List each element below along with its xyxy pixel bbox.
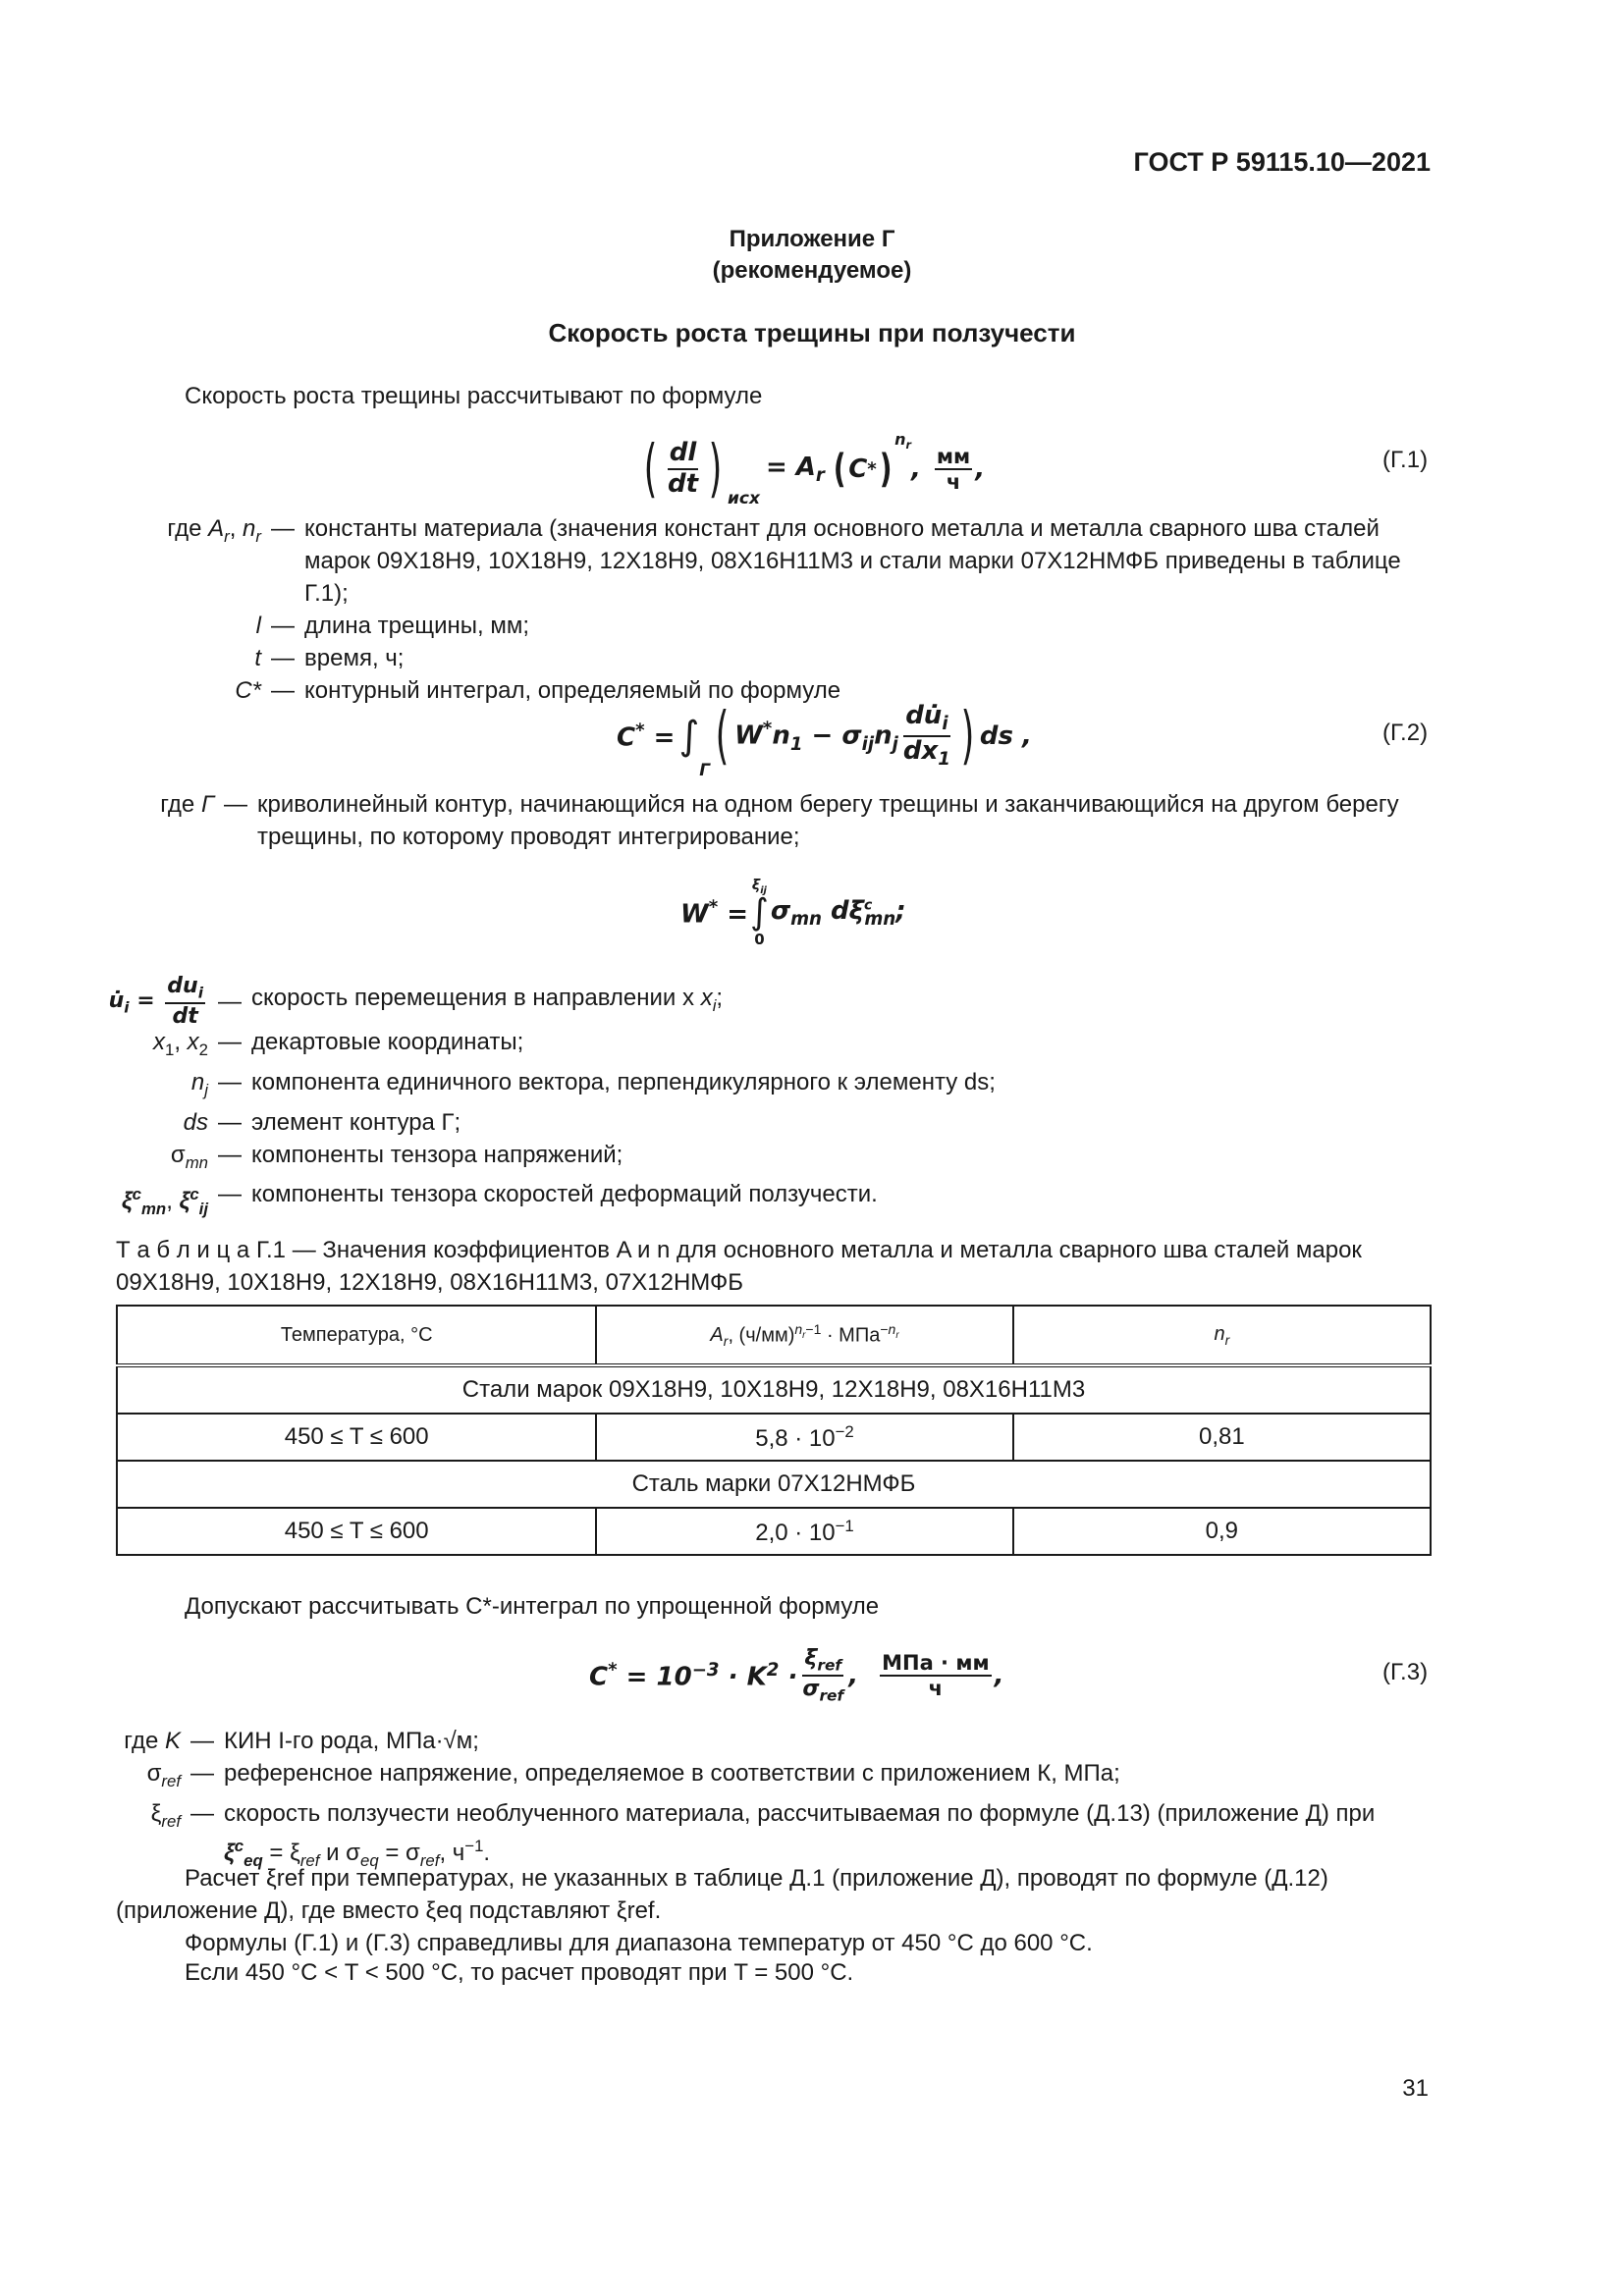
definition-item: $x_1$, $x_2$ — декартовые координаты; bbox=[152, 1029, 524, 1059]
table-row bbox=[117, 1414, 1431, 1461]
definition-item: ds — элемент контура Г; bbox=[183, 1108, 461, 1136]
equation-number-g1: (Г.1) bbox=[1382, 447, 1429, 473]
equation-number-g3: (Г.3) bbox=[1382, 1659, 1429, 1685]
table-row bbox=[117, 1508, 1431, 1555]
cell-nr: 0,81 bbox=[1013, 1414, 1431, 1461]
cell-ar: $5,8 \cdot 10^{-2}$ bbox=[596, 1414, 1012, 1461]
table-caption: Т а б л и ц а Г.1 — Значения коэффициентов A и n для основного металла и металла сварного шва сталей марок 09Х18Н9, 10Х18Н9, 12Х18Н9, 08Х16Н11М3, 07Х12НМФБ bbox=[116, 1237, 1362, 1296]
formula-g1: ( $\frac{dl}{dt}$ ) $_{исх}$ = $A_r$ ( C * ) $^{n_r}$ , $\frac{мм}{ч}$ , bbox=[643, 430, 986, 508]
definition-item: где $A_r$, $n_r$ — константы материала (значения констант для основного металла и металла сварного шва сталей марок 09Х18Н9, 10Х18Н9, 12Х18Н9, 08Х16Н11М3 и стали марки 07Х12НМФБ приведены в таблице Г.1); bbox=[167, 515, 1401, 607]
definitions-g2 bbox=[116, 788, 1432, 853]
paragraph-temperature-rule: Если 450 °С < T < 500 °С, то расчет проводят при T = 500 °С. bbox=[185, 1959, 854, 1986]
table-header-row bbox=[117, 1306, 1431, 1365]
formula-g2: C* = ∫ Г ( $W^*n_1 - \sigma_{ij}n_j$ $\frac{du̇_i}{dx_1}$ ) ds , bbox=[617, 700, 1032, 780]
cell-temperature: 450 ≤ T ≤ 600 bbox=[117, 1508, 596, 1555]
paragraph-xi-ref: Расчет ξref при температурах, не указанных в таблице Д.1 (приложение Д), проводят по формуле (Д.12) (приложение Д), где вместо ξeq подставляют ξref. bbox=[116, 1865, 1328, 1924]
header-ar: $A_r$, $(ч/мм)^{n_r-1} \cdot МПа^{-n_r}$ bbox=[596, 1306, 1012, 1365]
document-code: ГОСТ Р 59115.10—2021 bbox=[1133, 147, 1431, 177]
page-number: 31 bbox=[1402, 2075, 1429, 2102]
header-nr: $n_r$ bbox=[1013, 1306, 1431, 1365]
simplified-intro: Допускают рассчитывать C*-интеграл по упрощенной формуле bbox=[185, 1593, 880, 1620]
definition-item: $\sigma_{ref}$ — референсное напряжение, определяемое в соответствии с приложением К, МПа; bbox=[146, 1760, 1120, 1790]
formula-w-star: W* = $\xi_{ij}$ ∫ 0 $\sigma_{mn}$ $d\xi^c_{mn}$; bbox=[680, 877, 906, 949]
formula-g3: $C^* = 10^{-3} \cdot K^2$ · $\frac{\xi_{ref}}{\sigma_{ref}}$ , $\frac{\text{МПа · мм}}{ч}$ , bbox=[589, 1645, 1004, 1705]
definitions-g3 bbox=[94, 973, 1432, 1225]
definitions-g3-formula bbox=[116, 1725, 1432, 1877]
appendix-title: Приложение Г bbox=[729, 226, 895, 252]
definition-item: $\xi_{ref}$ — скорость ползучести необлученного материала, рассчитываемая по формуле (Д.13) (приложение Д) при $\xi^c_{eq} = \xi_{ref}$ и $\sigma_{eq} = \sigma_{ref}$, $ч^{-1}$. bbox=[150, 1799, 1376, 1870]
cell-temperature: 450 ≤ T ≤ 600 bbox=[117, 1414, 596, 1461]
definition-item: где K — КИН I-го рода, МПа·√м; bbox=[124, 1728, 479, 1754]
cell-ar: $2,0 \cdot 10^{-1}$ bbox=[596, 1508, 1012, 1555]
definitions-g1 bbox=[116, 512, 1432, 707]
appendix-status: (рекомендуемое) bbox=[712, 257, 912, 284]
definition-item: C* — контурный интеграл, определяемый по формуле bbox=[235, 677, 841, 704]
definition-item: l — длина трещины, мм; bbox=[255, 613, 530, 639]
header-temperature: Температура, °С bbox=[117, 1306, 596, 1365]
group-label: Стали марок 09Х18Н9, 10Х18Н9, 12Х18Н9, 08Х16Н11М3 bbox=[117, 1365, 1431, 1414]
equation-number-g2: (Г.2) bbox=[1382, 720, 1429, 746]
table-group-row bbox=[117, 1365, 1431, 1414]
table-group-row bbox=[117, 1461, 1431, 1508]
table-g1 bbox=[116, 1305, 1432, 1556]
definition-item: $u̇_i$ = $\frac{du_i}{dt}$ — скорость перемещения в направлении x $x_i$; bbox=[108, 973, 724, 1029]
cell-nr: 0,9 bbox=[1013, 1508, 1431, 1555]
group-label: Сталь марки 07Х12НМФБ bbox=[117, 1461, 1431, 1508]
definition-item: t — время, ч; bbox=[254, 645, 405, 671]
definition-item: $n_j$ — компонента единичного вектора, перпендикулярного к элементу ds; bbox=[190, 1068, 996, 1099]
appendix-heading: Скорость роста трещины при ползучести bbox=[548, 318, 1076, 347]
intro-paragraph: Скорость роста трещины рассчитывают по формуле bbox=[185, 383, 763, 409]
definition-item: $\xi^c_{mn}$, $\xi^c_{ij}$ — компоненты тензора скоростей деформаций ползучести. bbox=[121, 1181, 878, 1219]
definition-item: $\sigma_{mn}$ — компоненты тензора напряжений; bbox=[170, 1141, 623, 1172]
paragraph-formula-range: Формулы (Г.1) и (Г.3) справедливы для диапазона температур от 450 °С до 600 °С. bbox=[185, 1930, 1093, 1956]
definition-item: где Г — криволинейный контур, начинающийся на одном берегу трещины и заканчивающийся на другом берегу трещины, по которому проводят интегрирование; bbox=[160, 791, 1399, 850]
